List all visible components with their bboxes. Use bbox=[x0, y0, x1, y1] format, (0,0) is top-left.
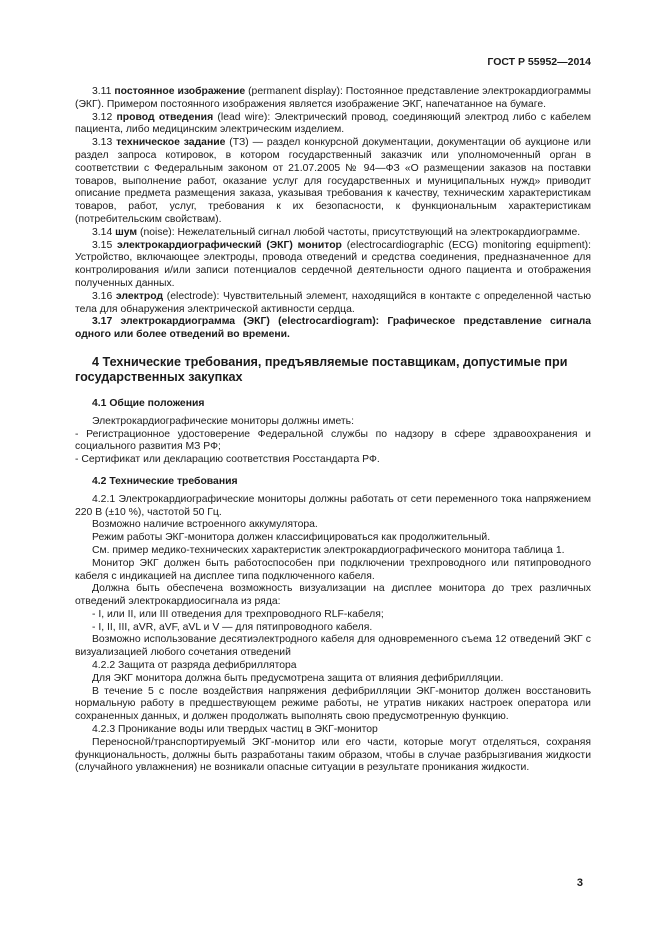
page-footer bbox=[75, 877, 591, 889]
subsection-heading: 4.2 Технические требования bbox=[92, 475, 238, 487]
doc-code: ГОСТ Р 55952—2014 bbox=[487, 56, 591, 68]
paragraph: - I, или II, или III отведения для трехпроводного RLF-кабеля; bbox=[92, 608, 384, 620]
paragraph: 4.2.2 Защита от разряда дефибриллятора bbox=[92, 660, 297, 672]
paragraph: Должна быть обеспечена возможность визуализации на дисплее монитора до трех различных отведений электрокардиосигнала из ряда: bbox=[75, 583, 591, 608]
paragraph: Возможно использование десятиэлектродного кабеля для одновременного съема 12 отведений ЭКГ с визуализацией любого сочетания отведений bbox=[75, 634, 591, 659]
paragraph: 3.13 техническое задание (ТЗ) — раздел конкурсной документации, документации об аукционе или раздел запроса котировок, в котором государственный заказчик или уполномоченный орган в соответствии с Федеральным законом от 21.07.2005 № 94—ФЗ «О размещении заказов на поставки товаров, выполнение работ, оказание услуг для государственных и муниципальных нужд» приводит описание предмета размещения заказа, указывая требования к качеству, техническим характеристикам товаров, работ, услуг, требования к их безопасности, к функциональным характеристикам (потребительским свойствам). bbox=[75, 137, 591, 225]
paragraph: См. пример медико-технических характеристик электрокардиографического монитора таблица 1. bbox=[92, 544, 565, 556]
paragraph: Возможно наличие встроенного аккумулятора. bbox=[92, 519, 318, 531]
list-item: - Сертификат или декларацию соответствия Росстандарта РФ. bbox=[75, 454, 380, 466]
paragraph: 3.11 постоянное изображение (permanent display): Постоянное представление электрокардиограммы (ЭКГ). Примером постоянного изображения является изображение ЭКГ, напечатанное на бумаге. bbox=[75, 86, 591, 110]
section-heading: 4 Технические требования, предъявляемые поставщикам, допустимые при государственных закупках bbox=[75, 354, 568, 385]
paragraph: 3.12 провод отведения (lead wire): Электрический провод, соединяющий электрод либо с кабелем пациента, либо медицинским электрическим изделием. bbox=[75, 111, 591, 136]
paragraph: Режим работы ЭКГ-монитора должен классифицироваться как продолжительный. bbox=[92, 532, 491, 544]
paragraph: 3.16 электрод (electrode): Чувствительный элемент, находящийся в контакте с определенной частью тела для обнаружения электрической активности сердца. bbox=[75, 290, 591, 315]
paragraph: 3.15 электрокардиографический (ЭКГ) монитор (electrocardiographic (ECG) monitoring equipment): Устройство, включающее электроды, провода отведений и средства соединения, предназначенное для контролирования и/или записи потенциалов сердечной деятельности одного пациента и отображения полученных данных. bbox=[75, 239, 591, 289]
paragraph: 3.17 электрокардиограмма (ЭКГ) (electrocardiogram): Графическое представление сигнала одного или более отведений во времени. bbox=[75, 316, 591, 341]
document-body bbox=[75, 86, 591, 775]
paragraph: Для ЭКГ монитора должна быть предусмотрена защита от влияния дефибрилляции. bbox=[92, 672, 504, 684]
paragraph: Переносной/транспортируемый ЭКГ-монитор или его части, которые могут отделяться, сохраняя функциональность, должны быть разработаны таким образом, чтобы в случае разбрызгивания жидкости (случайного увлажнения) не возникали опасные ситуации в результате проникания жидкости. bbox=[75, 736, 591, 774]
paragraph: Монитор ЭКГ должен быть работоспособен при подключении трехпроводного или пятипроводного кабеля с индикацией на дисплее типа подключенного кабеля. bbox=[75, 557, 591, 582]
document-header bbox=[75, 56, 591, 68]
paragraph: Электрокардиографические мониторы должны иметь: bbox=[92, 415, 354, 427]
page-number: 3 bbox=[576, 877, 583, 889]
paragraph: 3.14 шум (noise): Нежелательный сигнал любой частоты, присутствующий на электрокардиограмме. bbox=[92, 226, 581, 238]
paragraph: 4.2.3 Проникание воды или твердых частиц в ЭКГ-монитор bbox=[92, 724, 378, 736]
subsection-heading: 4.1 Общие положения bbox=[92, 397, 205, 409]
paragraph: - I, II, III, aVR, aVF, aVL и V — для пятипроводного кабеля. bbox=[92, 621, 373, 633]
paragraph: В течение 5 с после воздействия напряжения дефибрилляции ЭКГ-монитор должен восстановить нормальную работу в предшествующем режиме работы, не утратив никаких настроек оператора или сохраненных данных, и должен продолжать выполнять свою предусмотренную функцию. bbox=[75, 685, 591, 723]
list-item: - Регистрационное удостоверение Федеральной службы по надзору в сфере здравоохранения и социального развития МЗ РФ; bbox=[75, 428, 591, 453]
paragraph: 4.2.1 Электрокардиографические мониторы должны работать от сети переменного тока напряжением 220 В (±10 %), частотой 50 Гц. bbox=[75, 493, 591, 518]
